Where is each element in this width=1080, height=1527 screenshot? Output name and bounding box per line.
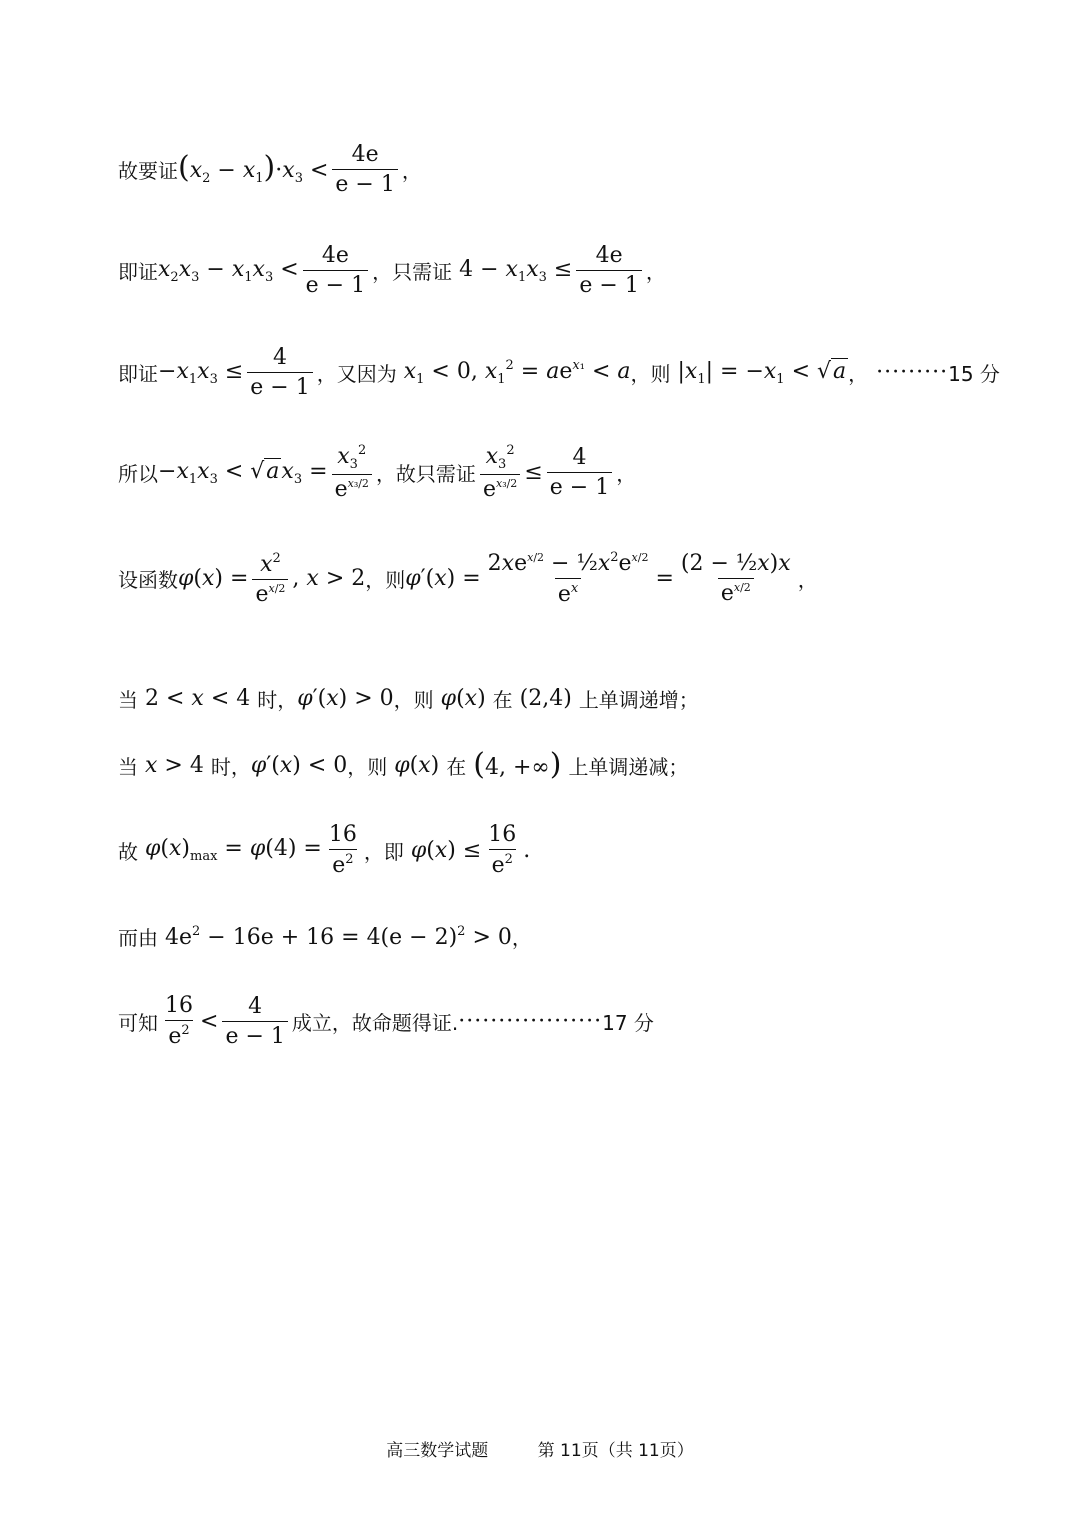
text-mid: ，又因为: [316, 362, 397, 386]
fraction: $\frac{16}{e^2}$: [165, 993, 193, 1049]
text-tail: ，: [616, 462, 637, 486]
math-expression: $x_2x_3 - x_1x_3$ <: [158, 256, 299, 285]
fraction: $\frac{4}{e - 1}$: [222, 994, 287, 1049]
text-lead: 当: [118, 754, 138, 779]
math-expression: φ(x): [394, 752, 447, 778]
math-expression: <: [200, 1008, 219, 1034]
text-tail: ，: [645, 260, 666, 284]
fraction: $\frac{x_3^2}{e^{x_3/2}}$: [332, 443, 372, 502]
math-expression: $-x_1x_3$ ≤: [158, 358, 244, 387]
text-lead: 所以: [118, 462, 158, 486]
score-leader-dots: ··················: [458, 1008, 603, 1034]
text-lead: 可知: [118, 1010, 158, 1035]
text-mid: 时，: [257, 688, 298, 712]
fraction: $\frac{16}{e^2}$: [488, 822, 517, 878]
math-expression: $4e^2 - 16e + 16 = 4(e - 2)^2 > 0$: [158, 923, 512, 950]
text-tail: .: [523, 837, 531, 863]
math-expression: φ(x): [440, 686, 493, 711]
text-mid: ，则: [365, 568, 406, 592]
math-expression: $x_1 < 0$, $x_1^2 = ae^{x_1} < a$: [403, 358, 631, 387]
proof-line-6: [118, 684, 699, 713]
math-expression: φ′(x) < 0: [250, 752, 348, 778]
math-expression: 2 < x < 4: [138, 686, 258, 711]
math-expression: φ(x) =: [178, 566, 249, 591]
proof-line-7: [118, 747, 689, 782]
proof-line-8: [118, 822, 530, 878]
math-expression: $4 - x_1x_3$ ≤: [452, 256, 573, 285]
math-expression: , x > 2: [292, 566, 366, 591]
page-footer: [0, 1436, 1080, 1461]
fraction: $\frac{x_3^2}{e^{x_3/2}}$: [480, 443, 520, 502]
text-mid3: 在: [492, 688, 513, 712]
math-expression: $\varphi(x)_{max} = \varphi(4)$ =: [145, 836, 322, 864]
math-expression: $(x_2 - x_1)\cdot x_3$ <: [178, 150, 329, 186]
math-expression: φ′(x) =: [405, 566, 481, 591]
text-lead: 即证: [118, 260, 158, 284]
math-expression: φ(x) ≤: [410, 837, 482, 863]
math-expression: =: [655, 566, 674, 591]
fraction: $\frac{4e}{e - 1}$: [303, 243, 368, 298]
text-mid: 时，: [210, 754, 251, 779]
text-mid3: 在: [446, 754, 467, 779]
fraction: $\frac{4}{e - 1}$: [547, 445, 612, 500]
text-mid: ，故只需证: [375, 462, 476, 486]
text-mid: 成立，故命题得证.: [291, 1010, 459, 1035]
fraction: $\frac{4e}{e - 1}$: [332, 142, 397, 197]
text-tail: ，: [848, 362, 869, 386]
math-expression: $|x_1| = -x_1 < √a$: [670, 358, 847, 387]
proof-line-1: [118, 142, 422, 197]
math-expression: (2,4): [512, 686, 579, 711]
text-lead: 而由: [118, 926, 158, 950]
fraction: $\frac{\text{(2 − ½x)x}}{e^{x/2}}$: [680, 551, 791, 606]
text-mid2: ，则: [347, 754, 388, 779]
text-lead: 故: [118, 839, 138, 864]
proof-line-2: [118, 243, 666, 298]
fraction: $\frac{x^2}{e^{x/2}}$: [252, 551, 288, 607]
fraction: $\frac{4}{e - 1}$: [247, 345, 312, 400]
footer-page-number: 第 11页（共 11页）: [537, 1441, 694, 1461]
fraction: $\frac{2xe^{x/2} - \frac{1}{2}x^2e^{x/2}}{e^x}$: [487, 550, 649, 607]
proof-line-3: [118, 345, 1000, 400]
fraction: $\frac{4e}{e - 1}$: [576, 243, 641, 298]
text-tail: ，: [401, 159, 422, 183]
footer-title: 高三数学试题: [386, 1441, 489, 1461]
text-mid: ，即: [363, 839, 404, 864]
math-expression: φ′(x) > 0: [297, 686, 394, 711]
math-expression: ≤: [524, 460, 543, 485]
score-label: 15 分: [948, 362, 1000, 386]
proof-line-10: [118, 993, 654, 1049]
proof-line-9: [118, 922, 532, 951]
text-tail: ，: [797, 568, 818, 592]
score-label: 17 分: [602, 1010, 654, 1035]
text-tail: 上单调递增；: [578, 688, 699, 712]
text-mid2: ，则: [630, 362, 671, 386]
text-lead: 当: [118, 688, 138, 712]
math-expression: x > 4: [145, 752, 211, 778]
fraction: $\frac{16}{e^2}$: [328, 822, 357, 878]
score-leader-dots: ·········: [868, 360, 949, 385]
math-expression: (4, +∞): [473, 747, 562, 782]
text-tail: 上单调递减；: [568, 754, 689, 779]
proof-line-4: [118, 443, 636, 502]
text-mid2: ，则: [393, 688, 434, 712]
math-expression: $-x_1x_3 < √ax_3$ =: [158, 458, 328, 487]
proof-line-5: [118, 550, 818, 607]
text-mid: ，只需证: [372, 260, 453, 284]
text-lead: 设函数: [118, 568, 178, 592]
text-lead: 故要证: [118, 159, 178, 183]
text-tail: ，: [511, 926, 532, 950]
text-lead: 即证: [118, 362, 158, 386]
